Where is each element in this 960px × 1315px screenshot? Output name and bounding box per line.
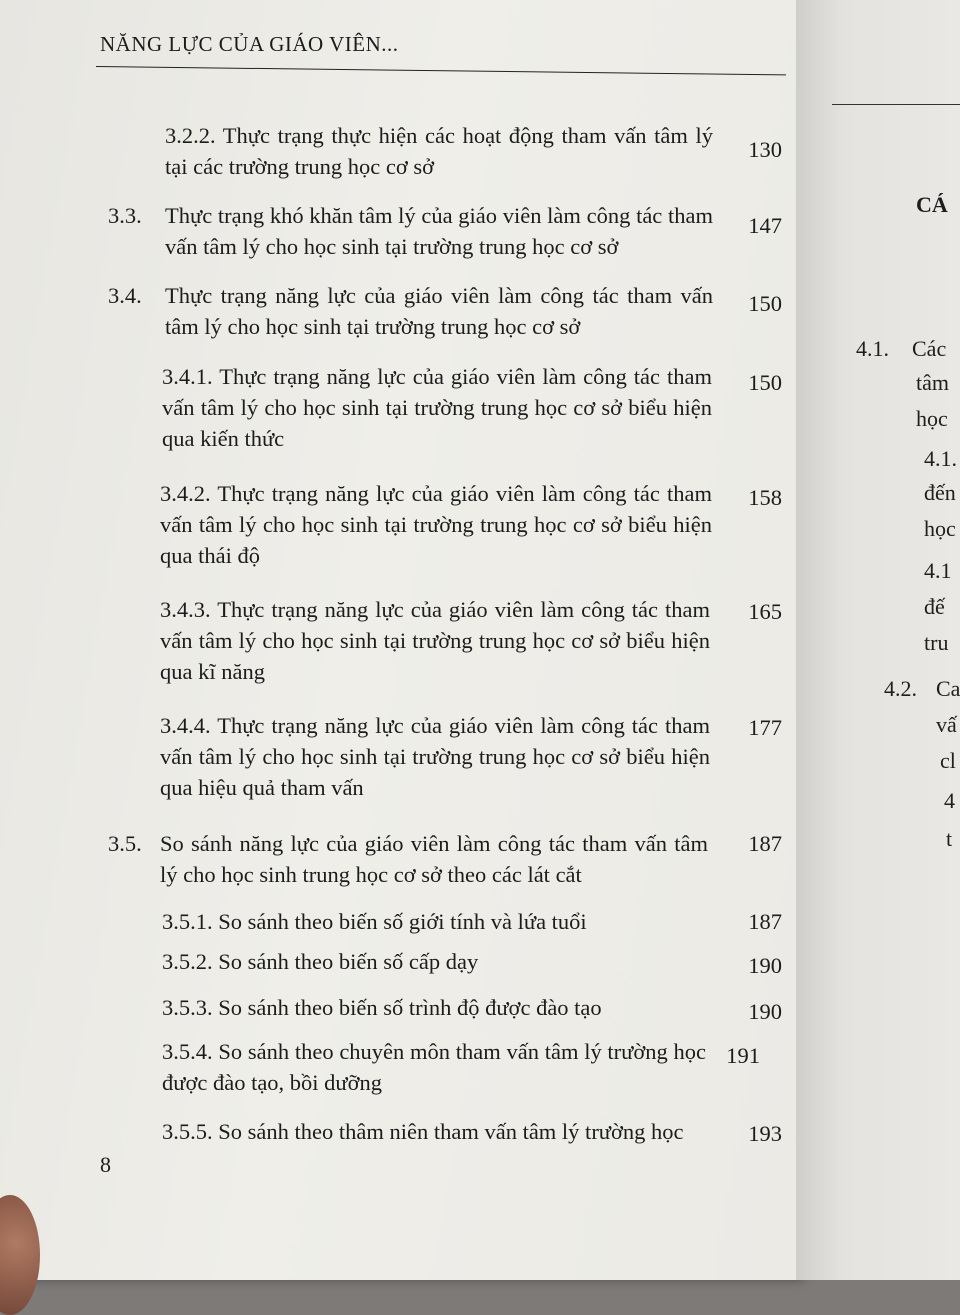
toc-entry-page: 150: [748, 370, 782, 395]
toc-entry-title: 3.5.2. So sánh theo biến số cấp dạy: [162, 949, 479, 974]
toc-entry-title: 3.4.3. Thực trạng năng lực của giáo viên làm công tác tham vấn tâm lý cho học sinh tại trường trung học cơ sở biểu hiện qua kĩ năng: [160, 597, 710, 684]
right-page-fragment: 4.1.: [856, 336, 889, 361]
right-page-fragment: tru: [924, 630, 949, 655]
toc-entry-title: 3.5.4. So sánh theo chuyên môn tham vấn tâm lý trường học được đào tạo, bồi dưỡng: [162, 1039, 706, 1095]
right-page-fragment: Các: [912, 336, 947, 361]
toc-entry-title: 3.4.4. Thực trạng năng lực của giáo viên làm công tác tham vấn tâm lý cho học sinh tại trường trung học cơ sở biểu hiện qua hiệu quả tham vấn: [160, 713, 710, 800]
toc-entry-title: 3.4.2. Thực trạng năng lực của giáo viên làm công tác tham vấn tâm lý cho học sinh tại trường trung học cơ sở biểu hiện qua thái độ: [160, 481, 712, 568]
toc-entry-page: 177: [748, 715, 782, 740]
right-page-fragment: 4.1: [924, 558, 952, 583]
toc-entry-page: 187: [748, 831, 782, 856]
right-page-fragment: học: [916, 406, 948, 431]
right-page-fragment: 4: [944, 788, 955, 813]
toc-entry-title: 3.5.1. So sánh theo biến số giới tính và lứa tuổi: [162, 909, 587, 934]
toc-entry-page: 165: [748, 599, 782, 624]
toc-entry-page: 158: [748, 485, 782, 510]
right-page-fragment: CÁ: [916, 192, 948, 217]
toc-entry-page: 190: [748, 953, 782, 978]
toc-entry-page: 150: [748, 291, 782, 316]
right-page-fragment: t: [946, 826, 953, 851]
toc-entry-title: 3.2.2. Thực trạng thực hiện các hoạt động tham vấn tâm lý tại các trường trung học cơ sở: [165, 123, 713, 179]
toc-entry-page: 191: [726, 1043, 760, 1068]
toc-entry-title: Thực trạng năng lực của giáo viên làm công tác tham vấn tâm lý cho học sinh tại trường trung học cơ sở: [165, 283, 713, 339]
toc-entry-title: 3.5.3. So sánh theo biến số trình độ được đào tạo: [162, 995, 602, 1020]
toc-entry-number: 3.5.: [108, 831, 142, 856]
toc-entry-page: 130: [748, 137, 782, 162]
right-page-rule: [832, 104, 960, 105]
toc-entry-title: Thực trạng khó khăn tâm lý của giáo viên làm công tác tham vấn tâm lý cho học sinh tại trường trung học cơ sở: [165, 203, 713, 259]
toc-entry-page: 193: [748, 1121, 782, 1146]
right-page: [796, 0, 960, 1280]
right-page-fragment: 4.2.: [884, 676, 917, 701]
page-number: 8: [100, 1152, 111, 1177]
right-page-fragment: tâm: [916, 370, 949, 395]
right-page-fragment: cl: [940, 748, 956, 773]
toc-entry-title: So sánh năng lực của giáo viên làm công tác tham vấn tâm lý cho học sinh trung học cơ sở theo các lát cắt: [160, 831, 708, 887]
right-page-fragment: đế: [924, 594, 945, 619]
right-page-fragment: đến: [924, 480, 956, 505]
toc-entry-number: 3.4.: [108, 283, 142, 308]
right-page-fragment: Ca: [936, 676, 960, 701]
toc-entry-title: 3.5.5. So sánh theo thâm niên tham vấn tâm lý trường học: [162, 1119, 684, 1144]
right-page-fragment: học: [924, 516, 956, 541]
toc-entry-page: 147: [748, 213, 782, 238]
running-header: NĂNG LỰC CỦA GIÁO VIÊN...: [100, 32, 399, 56]
toc-entry-page: 187: [748, 909, 782, 934]
toc-entry-title: 3.4.1. Thực trạng năng lực của giáo viên làm công tác tham vấn tâm lý cho học sinh tại trường trung học cơ sở biểu hiện qua kiến thức: [162, 364, 712, 451]
right-page-fragment: 4.1.: [924, 446, 957, 471]
toc-entry-number: 3.3.: [108, 203, 142, 228]
toc-entry-page: 190: [748, 999, 782, 1024]
right-page-fragment: vấ: [936, 712, 957, 737]
